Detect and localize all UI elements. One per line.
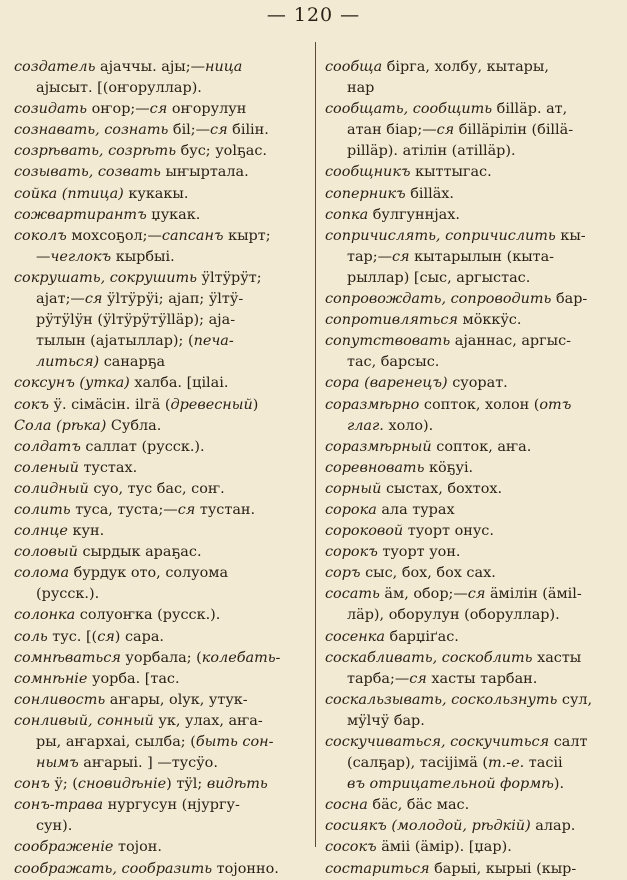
entry-text: хасты тарбан. [426, 670, 538, 687]
entry-text: мӱlчӱ бар. [347, 712, 425, 729]
dictionary-line [325, 289, 621, 310]
entry-headword: ся [149, 101, 168, 118]
entry-text: ӓм, обор;— [379, 586, 468, 603]
entry-headword: солнце [14, 523, 68, 540]
dictionary-line [14, 859, 312, 880]
left-column [14, 57, 312, 880]
dictionary-line [14, 395, 312, 416]
column-divider [315, 42, 316, 847]
entry-headword: сомнѣніе [14, 670, 88, 687]
entry-text: барыі, кырыі (кыр- [429, 860, 577, 877]
entry-headword: т.-е. [488, 755, 525, 772]
entry-text: бӓс, бӓс мас. [367, 797, 470, 814]
entry-text: сыс, бох, бох сах. [360, 565, 496, 582]
entry-text: ры, аҥархаі, сылба; ( [36, 734, 196, 750]
entry-headword: древесный [170, 396, 253, 413]
dictionary-line [325, 226, 621, 247]
entry-headword: соксунъ (утка) [14, 375, 130, 392]
entry-text: тустах. [78, 459, 138, 476]
entry-text: алар. [530, 818, 576, 835]
entry-text: сопток, холон ( [419, 396, 540, 413]
entry-text: хасты [532, 649, 582, 666]
entry-text: ӓміі (ӓмір). [џар). [376, 839, 512, 856]
entry-text: ӱlтӱрӱт; [196, 269, 262, 286]
entry-headword: въ отрицательной формѣ [347, 776, 554, 793]
entry-text: суорат. [447, 375, 508, 392]
entry-headword: чеглокъ [50, 248, 112, 265]
entry-text: ӱlтӱрӱі; аjап; ӱlтӱ- [102, 291, 244, 308]
entry-text: санарҕа [99, 354, 166, 371]
dictionary-line [325, 859, 621, 880]
dictionary-line [14, 268, 312, 289]
entry-text: кы- [555, 227, 586, 244]
entry-text: сырдык араҕас. [77, 544, 202, 561]
entry-text: аjат;— [36, 291, 85, 308]
entry-headword: соображеніе [14, 839, 114, 856]
entry-text: кырт; [223, 227, 271, 244]
dictionary-line [14, 289, 312, 310]
dictionary-line [325, 373, 621, 394]
entry-text: мӧккӱс. [457, 312, 522, 329]
entry-headword: соръ [325, 565, 361, 582]
dictionary-line [14, 184, 312, 205]
entry-text: нургусун (нјургу- [103, 797, 240, 814]
entry-text: тоjонно. [212, 860, 279, 877]
dictionary-line [325, 99, 621, 120]
entry-headword: соображать, сообразить [14, 860, 213, 877]
entry-text: салт [549, 734, 588, 750]
dictionary-line [325, 184, 621, 205]
entry-headword: сообщать, сообщить [325, 101, 493, 118]
dictionary-line [325, 563, 621, 584]
entry-headword: ся [177, 501, 196, 518]
dictionary-line [14, 437, 312, 458]
dictionary-line [325, 78, 621, 99]
dictionary-line [14, 205, 312, 226]
entry-text: аjаччы. аjы;— [95, 59, 205, 75]
entry-headword: соколъ [14, 227, 67, 244]
dictionary-line [14, 331, 312, 352]
entry-headword: сомнѣваться [14, 649, 121, 666]
entry-text: туорт онус. [403, 523, 494, 540]
entry-headword: создатель [14, 59, 96, 75]
entry-headword: созрѣвать, созрѣть [14, 143, 177, 160]
dictionary-line [14, 690, 312, 711]
dictionary-line [14, 795, 312, 816]
entry-headword: сонъ-трава [14, 797, 104, 814]
entry-headword: соразмѣрный [325, 438, 432, 455]
entry-text: аjысыт. [(оҥоруллар). [36, 80, 202, 97]
dictionary-line [14, 141, 312, 162]
dictionary-line [325, 437, 621, 458]
dictionary-line [14, 521, 312, 542]
entry-headword: сонливость [14, 691, 106, 708]
entry-text: кыттыгас. [410, 164, 492, 181]
entry-headword: сопка [325, 206, 369, 223]
entry-headword: сознавать, сознать [14, 122, 169, 139]
entry-text: (салҕар), тасіјімӓ ( [347, 755, 489, 772]
entry-headword: нымъ [36, 755, 79, 772]
entry-headword: сойка (птица) [14, 185, 124, 202]
entry-text: кытарылын (кыта- [409, 248, 555, 265]
dictionary-line [325, 627, 621, 648]
dictionary-line [14, 816, 312, 837]
entry-headword: Сола (рѣка) [14, 417, 107, 434]
dictionary-line [14, 837, 312, 858]
entry-headword: ся [436, 122, 455, 139]
dictionary-line [14, 416, 312, 437]
dictionary-line [14, 479, 312, 500]
dictionary-line [14, 648, 312, 669]
dictionary-line [325, 500, 621, 521]
dictionary-line [14, 605, 312, 626]
dictionary-line [14, 563, 312, 584]
entry-headword: сонливый, сонный [14, 712, 154, 729]
entry-text: лӓр), оборулун (оборуллар). [347, 607, 560, 624]
dictionary-line [325, 542, 621, 563]
entry-headword: ся [210, 122, 228, 139]
page-number: — 120 — [266, 4, 361, 26]
dictionary-line [14, 57, 312, 78]
entry-headword: сорный [325, 480, 382, 497]
entry-text: рыллар) [сыс, аргыстас. [347, 269, 531, 286]
entry-headword: соль [14, 628, 48, 645]
dictionary-line [14, 78, 312, 99]
entry-text: кӧҕуі. [424, 459, 474, 476]
entry-text: булгуннјах. [368, 206, 460, 223]
entry-text: ) сара. [114, 628, 164, 645]
entry-headword: сновидѣніе [77, 776, 167, 793]
entry-text: ). [553, 776, 565, 793]
dictionary-line [14, 732, 312, 753]
entry-headword: сопровождать, сопроводить [325, 291, 552, 308]
dictionary-line [325, 395, 621, 416]
dictionary-line [14, 753, 312, 774]
dictionary-line [14, 310, 312, 331]
entry-headword: соскучиваться, соскучиться [325, 734, 550, 750]
dictionary-line [325, 120, 621, 141]
dictionary-line [325, 57, 621, 78]
dictionary-line [14, 774, 312, 795]
entry-headword: ся [392, 248, 410, 265]
dictionary-line [325, 268, 621, 289]
dictionary-line [14, 120, 312, 141]
entry-text: ӱ; ( [49, 776, 78, 793]
entry-headword: сокрушать, сокрушить [14, 269, 197, 286]
dictionary-line [14, 247, 312, 268]
entry-text: ӱ. сімäсін. ilгä ( [48, 396, 171, 413]
entry-headword: сосна [325, 797, 368, 814]
entry-headword: сожвартирантъ [14, 206, 147, 223]
entry-headword: солидный [14, 480, 89, 497]
dictionary-line [14, 584, 312, 605]
dictionary-line [14, 458, 312, 479]
entry-text: тоjон. [113, 839, 162, 856]
entry-text: сыстах, бохтох. [381, 480, 503, 497]
entry-text: ) [252, 396, 259, 413]
entry-text: бар- [551, 291, 588, 308]
entry-headword: созидать [14, 101, 88, 118]
entry-headword: сорокъ [325, 544, 378, 561]
entry-headword: ся [467, 586, 486, 603]
entry-headword: сообщникъ [325, 164, 411, 181]
entry-text: ӓмілін (ӓміl- [485, 586, 582, 603]
entry-text: сул, [557, 691, 593, 708]
dictionary-line [14, 500, 312, 521]
dictionary-line [325, 584, 621, 605]
entry-headword: солдатъ [14, 438, 81, 455]
entry-text: тылын (аjатыллар); ( [36, 333, 194, 350]
dictionary-line [325, 205, 621, 226]
entry-text: (русск.). [36, 586, 100, 603]
dictionary-line [14, 542, 312, 563]
entry-text: Субла. [106, 417, 162, 434]
entry-text: аjаннас, аргыс- [450, 333, 572, 350]
entry-text: аҥары, оlук, утук- [105, 691, 248, 708]
entry-headword: сосенка [325, 628, 385, 645]
entry-headword: солить [14, 501, 71, 518]
entry-headword: сапсанъ [161, 227, 224, 244]
entry-headword: быть сон- [195, 734, 274, 750]
dictionary-line [14, 352, 312, 373]
entry-headword: сосокъ [325, 839, 377, 856]
entry-text: солуоҥка (русск.). [75, 607, 221, 624]
entry-headword: сосать [325, 586, 380, 603]
entry-text: тас, барсыс. [347, 354, 440, 371]
entry-headword: сосиякъ (молодой, рѣдкій) [325, 818, 531, 835]
dictionary-line [325, 669, 621, 690]
dictionary-line [14, 669, 312, 690]
entry-headword: печа- [193, 333, 234, 350]
dictionary-line [14, 162, 312, 183]
dictionary-line [14, 226, 312, 247]
entry-headword: ница [205, 59, 243, 75]
entry-text: бус; уоlҕас. [176, 143, 267, 160]
entry-text: мохсоҕол;— [66, 227, 162, 244]
entry-text: оҥор;— [87, 101, 150, 118]
entry-text: бурдук ото, солуома [69, 565, 229, 582]
dictionary-line [325, 162, 621, 183]
dictionary-line [325, 711, 621, 732]
dictionary-line [325, 247, 621, 268]
entry-text: тарба;— [347, 670, 410, 687]
entry-headword: солома [14, 565, 70, 582]
right-column [325, 57, 621, 880]
dictionary-line [325, 648, 621, 669]
entry-headword: сокъ [14, 396, 49, 413]
entry-headword: созывать, созвать [14, 164, 161, 181]
dictionary-line [325, 416, 621, 437]
dictionary-line [14, 373, 312, 394]
entry-headword: сопротивляться [325, 312, 458, 329]
entry-text: рӱтӱlӱн (ӱlтӱрӱтӱllӓр); аjа- [36, 312, 236, 329]
dictionary-line [14, 99, 312, 120]
dictionary-line [325, 310, 621, 331]
entry-headword: сообща [325, 59, 383, 75]
entry-text: туса, тустa;— [70, 501, 178, 518]
entry-headword: сороковой [325, 523, 404, 540]
dictionary-line [325, 816, 621, 837]
entry-headword: отъ [539, 396, 572, 413]
entry-text: ыҥыртала. [160, 164, 249, 181]
entry-text: туорт уон. [377, 544, 461, 561]
entry-text: ала турах [376, 501, 455, 518]
entry-text: рillӓр). атілін (атіllӓр). [347, 143, 516, 160]
entry-headword: соловый [14, 544, 78, 561]
dictionary-line [14, 711, 312, 732]
entry-headword: ся [409, 670, 427, 687]
entry-headword: ся [97, 628, 115, 645]
entry-text: кун. [67, 523, 105, 540]
entry-headword: глаг. [347, 417, 384, 434]
entry-text: саллат (русск.). [80, 438, 205, 455]
entry-headword: соскальзывать, соскользнуть [325, 691, 558, 708]
entry-text: — [36, 248, 51, 265]
entry-text: уорба. [тас. [87, 670, 180, 687]
entry-text: тасіі [524, 755, 563, 772]
entry-text: біl;— [168, 122, 211, 139]
dictionary-line [325, 690, 621, 711]
entry-text: тустан. [195, 501, 256, 518]
dictionary-line [325, 605, 621, 626]
entry-headword: сопутствовать [325, 333, 451, 350]
entry-headword: соревновать [325, 459, 425, 476]
entry-text: біllӓх. [405, 185, 454, 202]
entry-text: кырбыі. [111, 248, 175, 265]
dictionary-line [325, 141, 621, 162]
entry-headword: солонка [14, 607, 76, 624]
dictionary-line [325, 732, 621, 753]
entry-text: џукак. [146, 206, 201, 223]
entry-text: оҥорулун [167, 101, 247, 118]
entry-text: тус. [( [47, 628, 98, 645]
dictionary-line [325, 458, 621, 479]
entry-text: аҥарыі. ] —тусӱо. [78, 755, 218, 772]
entry-text: бірга, холбу, кытары, [382, 59, 549, 75]
entry-text: кукакы. [123, 185, 189, 202]
entry-headword: ся [84, 291, 103, 308]
entry-headword: сонъ [14, 776, 50, 793]
entry-text: біllӓрілін (біllӓ- [454, 122, 574, 139]
entry-text: уорбала; ( [120, 649, 202, 666]
dictionary-line [325, 795, 621, 816]
entry-headword: соперникъ [325, 185, 406, 202]
entry-headword: соразмѣрно [325, 396, 420, 413]
entry-text: суо, тус бас, соҥ. [88, 480, 225, 497]
entry-headword: сопричислять, сопричислить [325, 227, 556, 244]
entry-text: сун). [36, 818, 73, 835]
entry-text: барџіґас. [384, 628, 459, 645]
entry-headword: состариться [325, 860, 430, 877]
entry-text: нар [347, 80, 375, 97]
entry-headword: колебать- [201, 649, 281, 666]
entry-text: сопток, аҥа. [431, 438, 532, 455]
dictionary-line [325, 479, 621, 500]
dictionary-line [325, 352, 621, 373]
dictionary-line [325, 837, 621, 858]
entry-headword: сора (варенецъ) [325, 375, 448, 392]
entry-text: ) тӱl; [166, 776, 207, 793]
entry-text: біllӓр. ат, [492, 101, 568, 118]
entry-text: біlін. [227, 122, 269, 139]
dictionary-line [325, 753, 621, 774]
entry-text: тар;— [347, 248, 392, 265]
entry-headword: сорока [325, 501, 377, 518]
dictionary-line [325, 774, 621, 795]
entry-headword: соскабливать, соскоблить [325, 649, 533, 666]
entry-headword: соленый [14, 459, 79, 476]
dictionary-line [325, 331, 621, 352]
dictionary-line [325, 521, 621, 542]
entry-text: халба. [ціlаі. [129, 375, 229, 392]
entry-headword: литься) [36, 354, 100, 371]
entry-text: атан біар;— [347, 122, 437, 139]
entry-text: ук, улах, аҥа- [153, 712, 263, 729]
entry-headword: видѣть [206, 776, 268, 793]
entry-text: холо). [383, 417, 434, 434]
dictionary-line [14, 627, 312, 648]
